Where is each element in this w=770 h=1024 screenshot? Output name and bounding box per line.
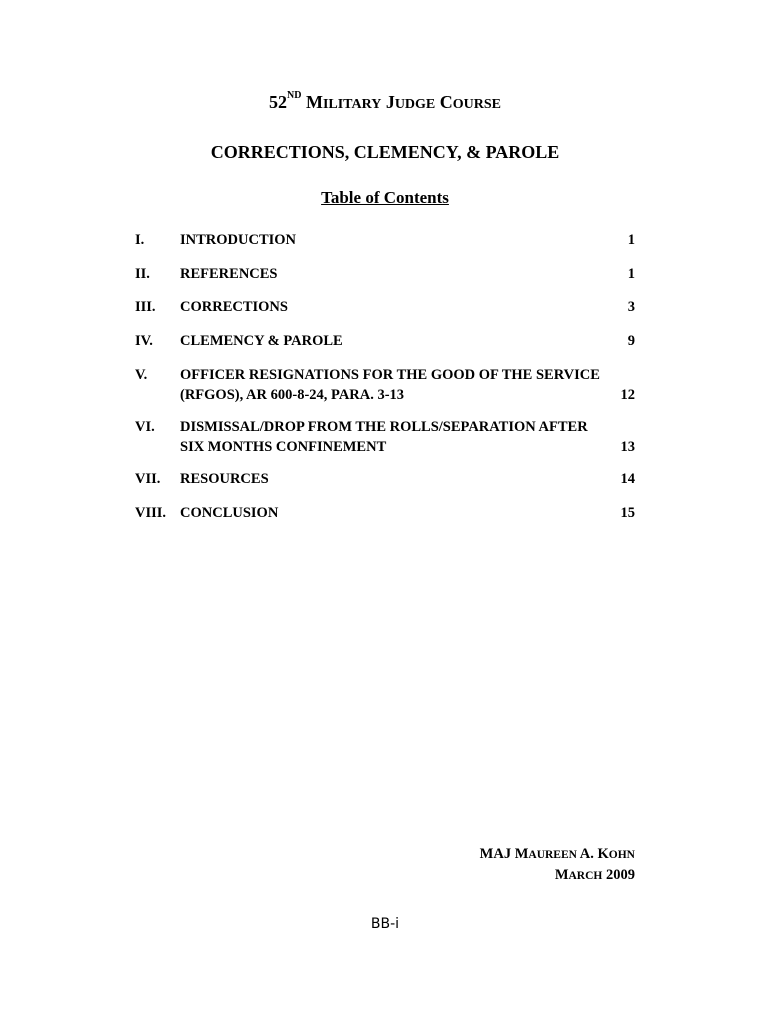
toc-entry-label: [180, 365, 610, 405]
course-number: 52: [268, 92, 287, 112]
toc-entry-label: REFERENCES: [180, 266, 278, 282]
course-number-suffix: ND: [286, 90, 302, 101]
toc-entry-label: CONCLUSION: [180, 505, 279, 521]
toc-entry-label: CORRECTIONS: [180, 299, 288, 315]
toc-entry-page: 14: [620, 471, 635, 487]
toc-entry-label-line-1: DISMISSAL/DROP FROM THE ROLLS/SEPARATION AFTER: [180, 419, 588, 435]
toc-entry-page: 12: [620, 387, 635, 403]
toc-entry-number: I.: [135, 232, 145, 248]
toc-entry-page: 13: [620, 439, 635, 455]
toc-heading: Table of Contents: [321, 188, 449, 207]
toc-entry-label-line-1: OFFICER RESIGNATIONS FOR THE GOOD OF THE SERVICE: [180, 367, 600, 383]
toc-entry: [135, 365, 635, 405]
toc-entry-number: VI.: [135, 419, 155, 435]
toc-entry-number: V.: [135, 367, 148, 383]
course-title: [0, 92, 770, 113]
course-title-word-1: MILITARY: [305, 92, 382, 112]
toc-entry-number: VIII.: [135, 505, 167, 521]
author-date: MARCH 2009: [554, 867, 635, 883]
toc-entry-number: IV.: [135, 333, 153, 349]
toc-entry-number: II.: [135, 266, 150, 282]
toc-entry-page: 3: [627, 299, 635, 315]
page-number: BB-i: [370, 916, 400, 932]
toc-entry-page: 1: [627, 266, 635, 282]
course-title-word-3: COURSE: [439, 92, 501, 112]
author-block: [480, 844, 635, 886]
toc-entry-number: III.: [135, 299, 156, 315]
toc-entry-label: RESOURCES: [180, 471, 269, 487]
toc-entry-label-line-2: SIX MONTHS CONFINEMENT: [180, 439, 387, 455]
toc-entry-label: [180, 417, 610, 457]
toc-entry: [135, 417, 635, 457]
toc-entry-page: 1: [627, 232, 635, 248]
topic-title: CORRECTIONS, CLEMENCY, & PAROLE: [210, 142, 560, 162]
toc-entry-label-line-2: (RFGOS), AR 600-8-24, PARA. 3-13: [180, 387, 405, 403]
toc-entry-page: 9: [627, 333, 635, 349]
toc-entry-label: CLEMENCY & PAROLE: [180, 333, 343, 349]
toc-entry-label: INTRODUCTION: [180, 232, 297, 248]
toc-entry-number: VII.: [135, 471, 161, 487]
toc-entry-page: 15: [620, 505, 635, 521]
course-title-word-2: JUDGE: [385, 92, 436, 112]
author-name: MAJ MAUREEN A. KOHN: [479, 846, 635, 862]
